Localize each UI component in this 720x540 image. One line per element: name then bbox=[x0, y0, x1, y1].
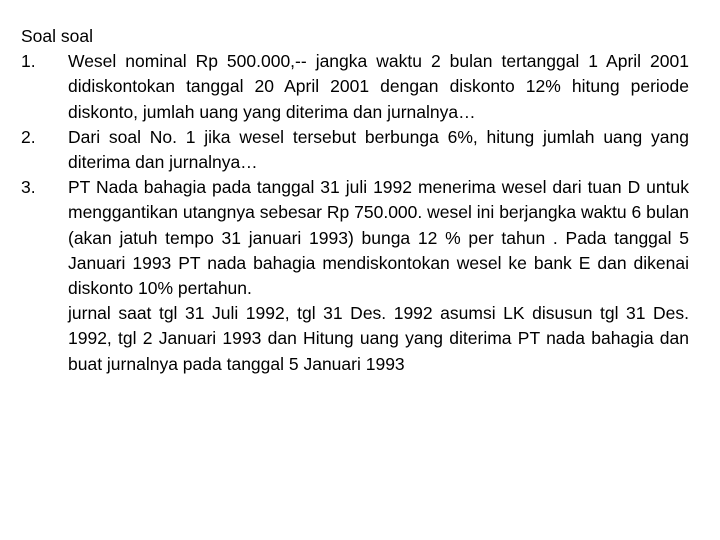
question-list bbox=[21, 49, 689, 377]
question-number: 2. bbox=[21, 126, 36, 147]
question-text: Wesel nominal Rp 500.000,-- jangka waktu 2 bulan tertanggal 1 April 2001 didiskontokan tanggal 20 April 2001 dengan diskonto 12% hitung periode diskonto, jumlah uang yang diterima dan jurnalnya… bbox=[68, 51, 689, 122]
question-item-2 bbox=[21, 125, 689, 175]
question-text: Dari soal No. 1 jika wesel tersebut berbunga 6%, hitung jumlah uang yang diterima dan jurnalnya… bbox=[68, 126, 689, 173]
question-text-continued: jurnal saat tgl 31 Juli 1992, tgl 31 Des. 1992 asumsi LK disusun tgl 31 Des. 1992, tgl 2 Januari 1993 dan Hitung uang yang diterima PT nada bahagia dan buat jurnalnya pada tanggal 5 Januari 1993 bbox=[68, 303, 689, 374]
question-number: 1. bbox=[21, 51, 36, 72]
page-title: Soal soal bbox=[21, 26, 93, 46]
question-text: PT Nada bahagia pada tanggal 31 juli 1992 menerima wesel dari tuan D untuk menggantikan utangnya sebesar Rp 750.000. wesel ini berjangka waktu 6 bulan (akan jatuh tempo 31 januari 1993) bunga 12 % per tahun . Pada tanggal 5 Januari 1993 PT nada bahagia mendiskontokan wesel ke bank E dan dikenai diskonto 10% pertahun. bbox=[68, 177, 689, 299]
question-item-1 bbox=[21, 49, 689, 125]
question-number: 3. bbox=[21, 177, 36, 198]
question-item-3 bbox=[21, 175, 689, 377]
slide-content bbox=[21, 24, 689, 377]
